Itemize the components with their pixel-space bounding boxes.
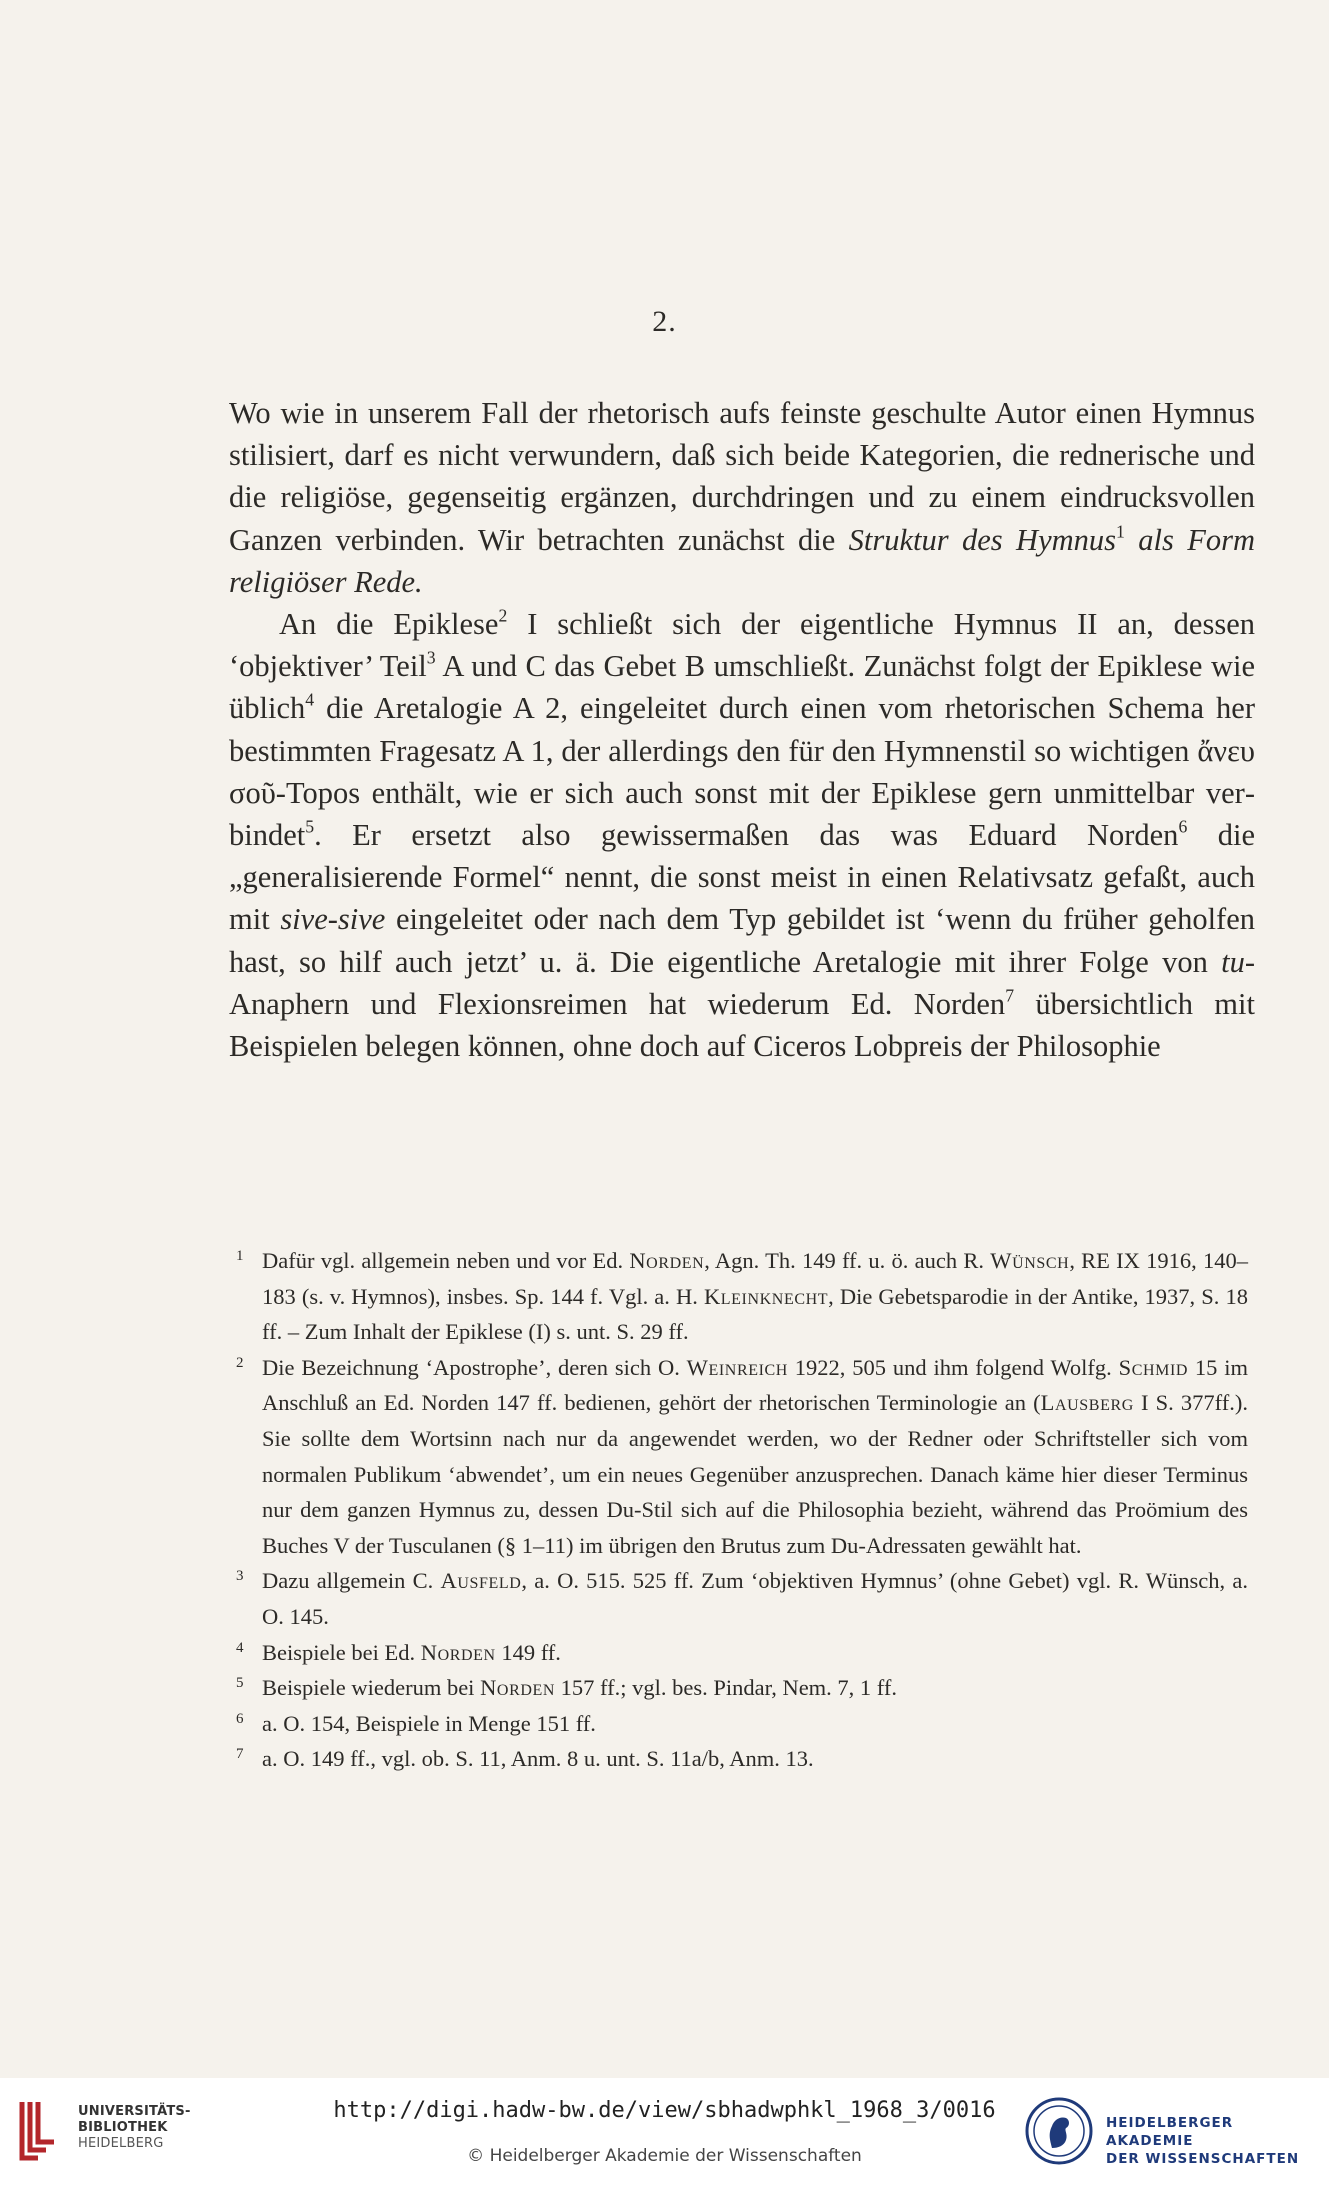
footnote-ref: 1 bbox=[1116, 521, 1125, 542]
text-run: , Agn. Th. 149 ff. u. ö. auch R. bbox=[704, 1248, 991, 1273]
author-name: Norden bbox=[420, 1639, 496, 1665]
left-logo-line-3: HEIDELBERG bbox=[78, 2136, 164, 2151]
left-logo-line-1: UNIVERSITÄTS- bbox=[78, 2104, 191, 2119]
footnote-7 bbox=[236, 1741, 1248, 1777]
italic-text: sive-sive bbox=[280, 902, 386, 937]
footnote-ref: 4 bbox=[305, 690, 315, 711]
left-logo-line-2: BIBLIOTHEK bbox=[78, 2120, 168, 2135]
footnote-ref: 5 bbox=[305, 816, 315, 837]
footnote-number: 4 bbox=[236, 1639, 244, 1656]
author-name: Wünsch bbox=[990, 1248, 1070, 1273]
text-run: 1922, 505 und ihm folgend Wolfg. bbox=[787, 1354, 1119, 1380]
footnote-ref: 6 bbox=[1178, 816, 1188, 837]
footnote-3 bbox=[236, 1563, 1248, 1634]
footnotes bbox=[236, 1243, 1248, 1777]
italic-text: tu bbox=[1221, 944, 1245, 979]
footnote-1 bbox=[236, 1243, 1248, 1350]
text-run: Wo wie in unserem Fall der rhetorisch aufs feinste geschulte Autor einen Hymnus stilisiert, darf es nicht verwundern, daß sich beide Kategorien, die rednerische und die religiöse, gegenseitig ergänzen, durchdringen und zu einem eindrucksvollen Ganzen verbinden. Wir betrachten zunächst die bbox=[229, 396, 1255, 557]
text-run: I schließt sich der eigentliche Hymnus II an, dessen ‘objektiver’ Teil bbox=[229, 607, 1255, 684]
text-run: die „generalisierende Formel“ nennt, die sonst meist in einen Relativsatz gefaßt, auch mit bbox=[229, 818, 1255, 937]
text-run: Beispiele bei Ed. bbox=[262, 1639, 421, 1665]
footnote-6 bbox=[236, 1706, 1248, 1742]
text-run: . Er ersetzt also gewissermaßen das was Eduard Norden bbox=[314, 818, 1179, 853]
text-run: , Die Gebetsparodie in der Antike, 1937, S. 18 ff. – Zum Inhalt der Epiklese (I) s. unt. S. 29 ff. bbox=[262, 1283, 1248, 1345]
italic-text: Struktur des Hymnus bbox=[848, 522, 1117, 557]
permalink-url[interactable]: http://digi.hadw-bw.de/view/sbhadwphkl_1968_3/0016 bbox=[333, 2098, 996, 2123]
footnote-4 bbox=[236, 1635, 1248, 1671]
text-run: die Aretalogie A 2, eingeleitet durch einen vom rhetorischen Schema her bestimmten Fragesatz A 1, der allerdings den für den Hymnenstil so wichtigen ἄνευ σοῦ-Topos enthält, wie er sich auch sonst mit der Epiklese gern unmittelbar verbindet bbox=[229, 691, 1255, 853]
main-text bbox=[229, 392, 1255, 1067]
section-number: 2. bbox=[652, 305, 677, 338]
text-run: a. O. 149 ff., vgl. ob. S. 11, Anm. 8 u. unt. S. 11a/b, Anm. 13. bbox=[262, 1746, 814, 1772]
footnote-ref: 7 bbox=[1005, 985, 1015, 1006]
text-run: I S. 377ff.). Sie sollte dem Wortsinn nach nur da angewendet werden, wo der Redner oder Schriftsteller sich vom normalen Publikum ‘abwendet’, um ein neues Gegenüber anzusprechen. Danach käme hier dieser Terminus nur dem ganzen Hymnus zu, dessen Du-Stil sich auf die Philosophia bezieht, während das Proömium des Buches V der Tusculanen (§ 1–11) im übrigen den Brutus zum Du-Adressaten gewählt hat. bbox=[262, 1390, 1249, 1558]
paragraph-1 bbox=[229, 392, 1255, 603]
footnote-2 bbox=[236, 1350, 1248, 1564]
text-run: Dazu allgemein C. bbox=[262, 1568, 441, 1594]
footnote-number: 5 bbox=[236, 1675, 244, 1692]
text-run: 157 ff.; vgl. bes. Pindar, Nem. 7, 1 ff. bbox=[555, 1675, 898, 1701]
text-run: Dafür vgl. allgemein neben und vor Ed. bbox=[262, 1248, 630, 1273]
italic-text: als Form religiöser Rede. bbox=[229, 522, 1255, 599]
footnote-ref: 2 bbox=[498, 605, 508, 626]
author-name: Norden bbox=[480, 1675, 556, 1701]
copyright-notice: © Heidelberger Akademie der Wissenschaften bbox=[467, 2146, 862, 2166]
footnote-ref: 3 bbox=[426, 647, 436, 668]
text-run: Die Bezeichnung ‘Apostrophe’, deren sich O. bbox=[262, 1354, 687, 1380]
footnote-number: 7 bbox=[236, 1746, 244, 1763]
author-name: Norden bbox=[629, 1248, 705, 1273]
viewer-footer bbox=[0, 2078, 1329, 2186]
footnote-number: 3 bbox=[236, 1568, 244, 1585]
text-run: Beispiele wiederum bei bbox=[262, 1675, 481, 1701]
author-name: Schmid bbox=[1118, 1354, 1189, 1380]
text-run: A und C das Gebet B umschließt. Zunächst folgt der Epiklese wie üblich bbox=[229, 649, 1255, 726]
text-run: eingeleitet oder nach dem Typ gebildet ist ‘wenn du früher geholfen hast, so hilf auch jetzt’ u. ä. Die eigentliche Aretalogie mit ihrer Folge von bbox=[229, 902, 1256, 979]
text-run: , a. O. 515. 525 ff. Zum ‘objektiven Hymnus’ (ohne Gebet) vgl. R. Wünsch, a. O. 145. bbox=[262, 1568, 1248, 1629]
right-logo-line-2: DER WISSENSCHAFTEN bbox=[1106, 2151, 1300, 2167]
academy-logo[interactable] bbox=[1024, 2092, 1324, 2172]
footnote-5 bbox=[236, 1670, 1248, 1706]
text-run: , RE IX 1916, 140–183 (s. v. Hymnos), insbes. Sp. 144 f. Vgl. a. H. bbox=[262, 1248, 1249, 1309]
right-logo-line-1: HEIDELBERGER AKADEMIE bbox=[1106, 2115, 1234, 2149]
footnote-number: 2 bbox=[236, 1354, 244, 1371]
author-name: Kleinknecht bbox=[703, 1283, 829, 1309]
text-run: a. O. 154, Beispiele in Menge 151 ff. bbox=[262, 1710, 596, 1736]
text-run: -Anaphern und Flexionsreimen hat wiederum Ed. Norden bbox=[229, 944, 1255, 1021]
text-run: 149 ff. bbox=[495, 1639, 561, 1665]
author-name: Ausfeld bbox=[440, 1568, 522, 1594]
author-name: Weinreich bbox=[686, 1354, 788, 1380]
footnote-number: 6 bbox=[236, 1710, 244, 1727]
paragraph-2 bbox=[229, 603, 1255, 1067]
footnote-number: 1 bbox=[236, 1248, 244, 1264]
academy-seal-icon bbox=[1024, 2096, 1094, 2166]
text-run: übersichtlich mit Beispielen belegen können, ohne doch auf Ciceros Lobpreis der Philosophie bbox=[229, 986, 1255, 1064]
text-run: 15 im Anschluß an Ed. Norden 147 ff. bedienen, gehört der rhetorischen Terminologie an ( bbox=[262, 1354, 1248, 1416]
author-name: Lausberg bbox=[1040, 1390, 1134, 1416]
text-run: An die Epiklese bbox=[279, 607, 499, 642]
